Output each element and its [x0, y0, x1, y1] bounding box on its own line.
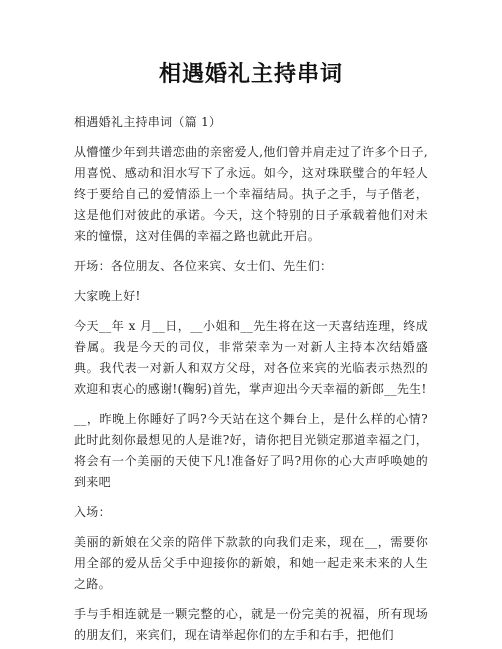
- entrance-label: 入场：: [74, 505, 111, 519]
- opening-label: 开场：各位朋友、各位来宾、女士们、先生们：: [74, 259, 333, 273]
- blessing-paragraph: 手与手相连就是一颗完整的心，就是一份完美的祝福，所有现场的朋友们，来宾们，现在请举起你们的左手和右手，把他们: [74, 607, 428, 642]
- section-heading: 相遇婚礼主持串词（篇 1）: [74, 115, 222, 129]
- greeting-line: 大家晚上好!: [74, 289, 141, 303]
- bride-entrance-paragraph: 美丽的新娘在父亲的陪伴下款款的向我们走来，现在__，需要你用全部的爱从岳父手中迎接你的新娘，和她一起走来未来的人生之路。: [74, 535, 428, 591]
- document-body: [74, 112, 428, 646]
- document-title: 相遇婚礼主持串词: [158, 62, 343, 87]
- intro-paragraph: 从懵懂少年到共谱恋曲的亲密爱人,他们曾并肩走过了许多个日子,用喜悦、感动和泪水写下了永远。如今，这对珠联璧合的年轻人终于要给自己的爱情添上一个幸福结局。执子之手，与子偕老，这是他们对彼此的承诺。今天，这个特别的日子承载着他们对未来的憧憬，这对佳偶的幸福之路也就此开启。: [74, 145, 428, 243]
- groom-paragraph: __，昨晚上你睡好了吗?今天站在这个舞台上，是什么样的心情?此时此刻你最想见的人是谁?好，请你把目光锁定那道幸福之门，将会有一个美丽的天使下凡!准备好了吗?用你的心大声呼唤她的到来吧: [74, 412, 428, 489]
- host-paragraph: 今天__年 x 月__日，__小姐和__先生将在这一天喜结连理，终成眷属。我是今天的司仪，非常荣幸为一对新人主持本次结婚盛典。我代表一对新人和双方父母，对各位来宾的光临表示热烈的欢迎和衷心的感谢!(鞠躬)首先，掌声迎出今天幸福的新郎__先生!: [74, 319, 428, 396]
